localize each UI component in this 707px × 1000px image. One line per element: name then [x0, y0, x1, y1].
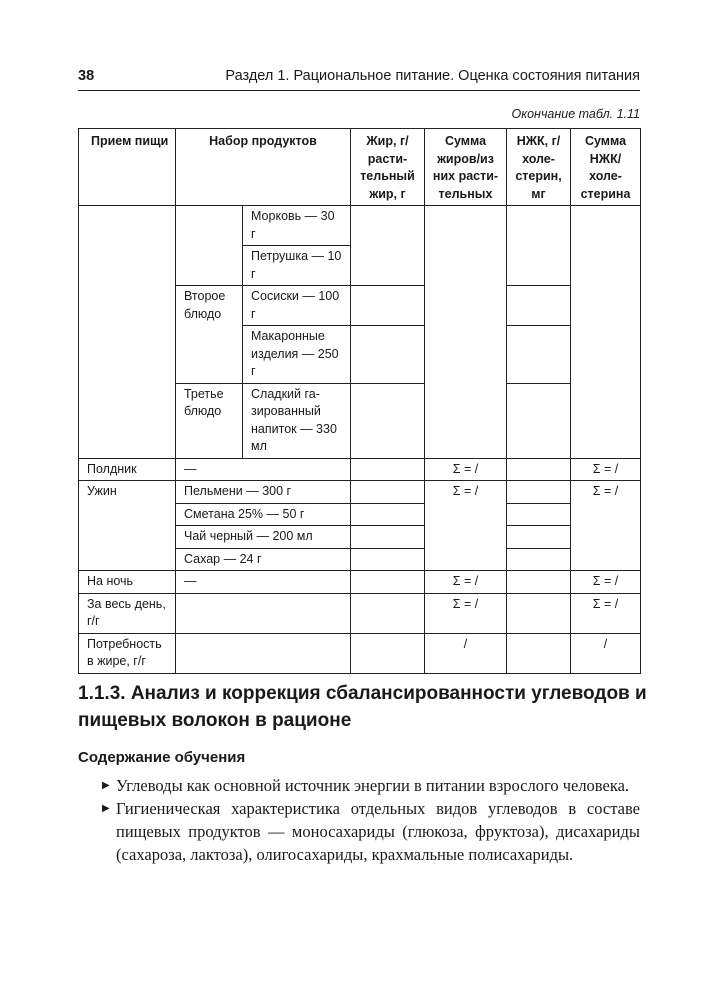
- fat-cell: [351, 286, 425, 326]
- product-cell: Пельмени — 300 г: [176, 481, 351, 504]
- table-header-row: [79, 129, 641, 206]
- fat-cell: [351, 571, 425, 594]
- ldl-cell: [507, 593, 571, 633]
- meal-cell-empty: [79, 206, 176, 459]
- meal-cell: Ужин: [79, 481, 176, 571]
- page-header: [78, 66, 640, 91]
- nutrition-table: [78, 128, 641, 674]
- product-cell: Сосиски — 100 г: [243, 286, 351, 326]
- fat-sum-cell: Σ = /: [425, 481, 507, 571]
- ldl-cell: [507, 458, 571, 481]
- fat-sum-cell: Σ = /: [425, 571, 507, 594]
- product-cell: Сахар — 24 г: [176, 548, 351, 571]
- product-cell: Макаронные изделия — 250 г: [243, 326, 351, 384]
- course-cell-empty: [176, 206, 243, 286]
- table-row-night: [79, 571, 641, 594]
- ldl-sum-cell: /: [571, 633, 641, 673]
- meal-cell: На ночь: [79, 571, 176, 594]
- fat-cell: [351, 593, 425, 633]
- list-item-text: Гигиеническая характеристика отдельных видов углеводов в составе пищевых продуктов — моносахариды (глюкоза, фруктоза), дисахариды (сахароза, лактоза), олигосахариды, крахмальные полисахариды.: [116, 799, 640, 864]
- ldl-cell: [507, 503, 571, 526]
- section-heading: 1.1.3. Анализ и коррекция сбалансированности углеводов и пищевых волокон в рационе: [78, 683, 647, 731]
- product-cell: Петрушка — 10 г: [243, 246, 351, 286]
- ldl-cell: [507, 383, 571, 458]
- product-cell: Морковь — 30 г: [243, 206, 351, 246]
- product-cell: —: [176, 458, 351, 481]
- ldl-sum-cell: [571, 206, 641, 459]
- col-header-ldl: НЖК, г/холестерин, мг: [507, 129, 571, 206]
- fat-cell: [351, 548, 425, 571]
- meal-cell: Полдник: [79, 458, 176, 481]
- col-header-products: Набор продуктов: [176, 129, 351, 206]
- table-row: [79, 206, 641, 246]
- list-item: [78, 797, 640, 866]
- table-caption: Окончание табл. 1.11: [511, 107, 640, 121]
- course-cell-second: Второе блюдо: [176, 286, 243, 384]
- ldl-sum-cell: Σ = /: [571, 458, 641, 481]
- product-cell: [176, 633, 351, 673]
- ldl-cell: [507, 526, 571, 549]
- col-header-fat-sum: Сумма жиров/из них растительных: [425, 129, 507, 206]
- ldl-sum-cell: Σ = /: [571, 481, 641, 571]
- table-row-requirement: [79, 633, 641, 673]
- ldl-cell: [507, 286, 571, 326]
- fat-sum-cell: Σ = /: [425, 458, 507, 481]
- meal-cell: За весь день, г/г: [79, 593, 176, 633]
- fat-cell: [351, 383, 425, 458]
- ldl-cell: [507, 206, 571, 286]
- list-item-text: Углеводы как основной источник энергии в питании взрослого человека.: [116, 776, 630, 795]
- fat-cell: [351, 481, 425, 504]
- product-cell: —: [176, 571, 351, 594]
- col-header-fat: Жир, г/растительный жир, г: [351, 129, 425, 206]
- product-cell: Сметана 25% — 50 г: [176, 503, 351, 526]
- fat-cell: [351, 633, 425, 673]
- col-header-meal: Прием пищи: [79, 129, 176, 206]
- triangle-bullet-icon: ▶: [102, 803, 110, 814]
- triangle-bullet-icon: ▶: [102, 780, 110, 791]
- ldl-cell: [507, 326, 571, 384]
- ldl-cell: [507, 481, 571, 504]
- subheading: Содержание обучения: [78, 749, 246, 766]
- running-title: Раздел 1. Рациональное питание. Оценка состояния питания: [225, 68, 640, 84]
- table-row-whole-day: [79, 593, 641, 633]
- course-cell-third: Третье блюдо: [176, 383, 243, 458]
- bullet-list: [78, 774, 640, 866]
- fat-cell: [351, 458, 425, 481]
- fat-sum-cell: /: [425, 633, 507, 673]
- ldl-cell: [507, 571, 571, 594]
- table-row-snack: [79, 458, 641, 481]
- fat-cell: [351, 526, 425, 549]
- list-item: [78, 774, 640, 797]
- product-cell: [176, 593, 351, 633]
- fat-cell: [351, 206, 425, 286]
- table-row-dinner: [79, 481, 641, 504]
- fat-sum-cell: [425, 206, 507, 459]
- fat-cell: [351, 326, 425, 384]
- product-cell: Сладкий газированный напиток — 330 мл: [243, 383, 351, 458]
- meal-cell: Потребность в жире, г/г: [79, 633, 176, 673]
- page-number: 38: [78, 68, 95, 84]
- col-header-ldl-sum: Сумма НЖК/ холестерина: [571, 129, 641, 206]
- ldl-sum-cell: Σ = /: [571, 593, 641, 633]
- ldl-cell: [507, 548, 571, 571]
- fat-sum-cell: Σ = /: [425, 593, 507, 633]
- fat-cell: [351, 503, 425, 526]
- product-cell: Чай черный — 200 мл: [176, 526, 351, 549]
- ldl-cell: [507, 633, 571, 673]
- ldl-sum-cell: Σ = /: [571, 571, 641, 594]
